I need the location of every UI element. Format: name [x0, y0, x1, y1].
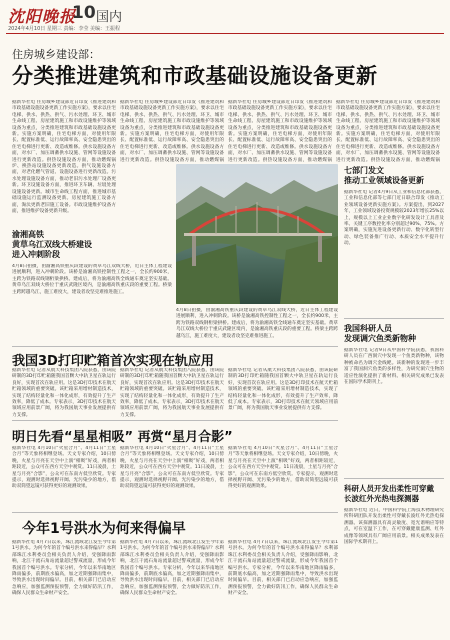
lead-headline: 分类推进建筑和市政基础设施设备更新 — [12, 64, 378, 88]
story-f-title — [344, 324, 444, 344]
story-d-body-col2: 据新华社电 4月7日以来，珠江流域北江发生今年第1号洪水。为何今年的首个编号洪水来得偏早？水利部珠江水利委员会相关负责人介绍，受强降雨影响，北江干流石角站流量超过警戒流量，形成今年我国首个编号洪水。专家分析，今年以来华南地区降雨偏多，前期底水偏高，加之近期强降雨集中，导致洪水出现时间偏早。目前，相关部门已启动应急响应，加强监测预报预警，全力做好防汛工作，确保人民群众生命财产安全。 — [120, 540, 224, 597]
story-e-title — [344, 166, 444, 186]
story-d-body-col1: 据新华社电 4月7日以来，珠江流域北江发生今年第1号洪水。为何今年的首个编号洪水来得偏早？水利部珠江水利委员会相关负责人介绍，受强降雨影响，北江干流石角站流量超过警戒流量，形成今年我国首个编号洪水。专家分析，今年以来华南地区降雨偏多，前期底水偏高，加之近期强降雨集中，导致洪水出现时间偏早。目前，相关部门已启动应急响应，加强监测预报预警，全力做好防汛工作，确保人民群众生命财产安全。 — [12, 540, 116, 597]
divider — [344, 478, 444, 479]
story-e-body: 据新华社电 记者4月9日从工业和信息化部获悉，工业和信息化部等七部门近日联合印发《推动工业领域设备更新实施方案》。方案提出，到2027年，工业领域设备投资规模较2023年增长25%以上，规模以上工业企业数字化研发设计工具普及率、关键工序数控化率分别超过90%、75%。方案明确，实施先进设备更新行动、数字化转型行动、绿色装备推广行动、本质安全水平提升行动。 — [344, 190, 444, 247]
story-c-title: 明日先看“星星相吸” 再赏“星月合影” — [12, 430, 233, 445]
story-g-title-line2: 长波红外光热电探测器 — [344, 494, 419, 503]
bridge-title-line2: 黄草乌江双线大桥建设 — [12, 240, 92, 249]
masthead — [0, 0, 450, 36]
section-name: 国内 — [96, 10, 123, 25]
story-e-title-line1: 七部门发文 — [344, 166, 384, 175]
story-f-body: 据新华社电 记者9日从中国科学院获悉，我国科研人员在广西洞穴中发现一个鱼类新物种，该物种被命名为调穴金线鲃。该新种的发现进一步丰富了我国洞穴鱼类的多样性，为研究洞穴生物的适应性演化提供了新材料。相关研究成果已发表在国际学术期刊上。 — [344, 348, 444, 386]
story-b-body-col3: 据新华社电 记者从航天科技集团八院获悉，由该院研制的3D打印贮箱随我国首颗大中轨卫星在轨运行良好，实现首次在轨应用。这是3D打印技术在航天贮箱领域的重要突破。该贮箱采用增材制造技术，实现了结构轻量化和一体化成形，有效提升了生产效率，降低了成本。专家表示，3D打印技术在航天领域应用前景广阔，将为我国航天事业发展提供有力支撑。 — [228, 368, 338, 412]
lead-body-col2: 据新华社电 住房城乡建设部近日印发《推进建筑和市政基础设施设备更新工作实施方案》，要求以住宅电梯、供水、供热、供气、污水处理、环卫、城市生命线工程、房屋建筑施工和市政设施维护等领域设备为重点，分类推进建筑和市政基础设施设备更新。实施方案明确，住宅电梯方面，对使用年限长、配置标准低、运行故障率高、安全隐患突出的住宅电梯进行更新、改造或维修。供水设施设备方面，对水厂、加压调蓄供水设施、管网等设施设备进行更新改造。供热设施设备方面，推动燃煤锅 — [120, 100, 224, 162]
story-f-title-line2: 发现调穴鱼类新物种 — [344, 334, 416, 343]
lead-kicker: 住房城乡建设部： — [12, 48, 100, 61]
story-d-body-col3: 据新华社电 4月7日以来，珠江流域北江发生今年第1号洪水。为何今年的首个编号洪水来得偏早？水利部珠江水利委员会相关负责人介绍，受强降雨影响，北江干流石角站流量超过警戒流量，形成今年我国首个编号洪水。专家分析，今年以来华南地区降雨偏多，前期底水偏高，加之近期强降雨集中，导致洪水出现时间偏早。目前，相关部门已启动应急响应，加强监测预报预警，全力做好防汛工作，确保人民群众生命财产安全。 — [228, 540, 338, 597]
story-b-title: 我国3D打印贮箱首次实现在轨应用 — [12, 354, 214, 369]
bridge-story-body: 4月8日拍摄，由渝湘高铁重庆段建设的黄草乌江双线大桥，近日主体工程建设进展顺利，进入冲刺阶段。该桥是渝湘高铁控制性工程之一，全长约900米，主跨为铁路双线钢桁梁拱桥。建成后，将为渝湘高铁全线通车奠定坚实基础。黄草乌江双线大桥位于重庆武隆区境内，是渝湘高铁重庆段的重要工程。桥梁主跨跨越乌江，施工难度大，建设者攻坚克难推进施工。 — [12, 264, 172, 295]
page-number: 10 — [72, 3, 96, 23]
story-g-body: 据新华社电 近日，中国科学院上海技术物理研究所科研团队开发出柔性可穿戴长波红外光热电探测器。该探测器具有高灵敏度、宽光谱响应等特点，可在室温下工作，在可穿戴健康监测、红外成像等领域具有广阔应用前景。相关成果发表在国际学术期刊上。 — [344, 508, 444, 546]
story-f-title-line1: 我国科研人员 — [344, 324, 392, 333]
newspaper-logo: 沈阳晚报 — [8, 7, 77, 26]
story-g-title — [344, 484, 444, 504]
lead-body-col4: 据新华社电 住房城乡建设部近日印发《推进建筑和市政基础设施设备更新工作实施方案》，要求以住宅电梯、供水、供热、供气、污水处理、环卫、城市生命线工程、房屋建筑施工和市政设施维护等领域设备为重点，分类推进建筑和市政基础设施设备更新。实施方案明确，住宅电梯方面，对使用年限长、配置标准低、运行故障率高、安全隐患突出的住宅电梯进行更新、改造或维修。供水设施设备方面，对水厂、加压调蓄供水设施、管网等设施设备进行更新改造。供热设施设备方面，推动燃煤锅 — [336, 100, 440, 162]
lead-body-col1: 据新华社电 住房城乡建设部近日印发《推进建筑和市政基础设施设备更新工作实施方案》，要求以住宅电梯、供水、供热、供气、污水处理、环卫、城市生命线工程、房屋建筑施工和市政设施维护等领域设备为重点，分类推进建筑和市政基础设施设备更新。实施方案明确，住宅电梯方面，对使用年限长、配置标准低、运行故障率高、安全隐患突出的住宅电梯进行更新、改造或维修。供水设施设备方面，对水厂、加压调蓄供水设施、管网等设施设备进行更新改造。供热设施设备方面，推动燃煤锅炉、换热站设施设备更新改造。供气设施设备方面，对老化燃气管道、设施设备进行更新改造。污水处理设施设备方面，推动老旧污水处理厂设备更新。环卫设施设备方面，推进环卫车辆、垃圾处理设施设备更新。城市生命线工程方面，推进城市基础设施运行监测设备更新。房屋建筑施工设备方面，淘汰更新老旧施工设备。市政设施维护设备方面，推进维护设备更新升级。 — [12, 100, 116, 214]
story-g-title-line1: 科研人员开发出柔性可穿戴 — [344, 484, 434, 493]
story-c-body-col2: 据新华社电 4月10日“火星合月”、4月11日“土星合月”等天象将相继登场。天文专家介绍，10日傍晚，火星与月亮在天空中上演“相吸”好戏，两者相距较近，公众可在西方天空中观赏。11日凌晨，土星与月亮“合影”，公众可在东南方低空欣赏。专家提示，观测时选择视野开阔、光污染少的地方，借助双筒望远镜可获得更好的观测效果。 — [120, 446, 224, 490]
issue-meta: 2024年4月10日 星期三 责编：李莹 美编：王振程 — [8, 26, 121, 32]
divider — [12, 420, 338, 421]
story-b-body-col1: 据新华社电 记者从航天科技集团八院获悉，由该院研制的3D打印贮箱随我国首颗大中轨卫星在轨运行良好，实现首次在轨应用。这是3D打印技术在航天贮箱领域的重要突破。该贮箱采用增材制造技术，实现了结构轻量化和一体化成形，有效提升了生产效率，降低了成本。专家表示，3D打印技术在航天领域应用前景广阔，将为我国航天事业发展提供有力支撑。 — [12, 368, 116, 418]
divider — [12, 512, 338, 513]
bridge-story-body-cont: 4月8日拍摄，由渝湘高铁重庆段建设的黄草乌江双线大桥，近日主体工程建设进展顺利，进入冲刺阶段。该桥是渝湘高铁控制性工程之一，全长约900米，主跨为铁路双线钢桁梁拱桥。建成后，将为渝湘高铁全线通车奠定坚实基础。黄草乌江双线大桥位于重庆武隆区境内，是渝湘高铁重庆段的重要工程。桥梁主跨跨越乌江，施工难度大，建设者攻坚克难推进施工。 — [176, 308, 338, 339]
bridge-title-line3: 进入冲刺阶段 — [12, 250, 60, 259]
lead-body-col3: 据新华社电 住房城乡建设部近日印发《推进建筑和市政基础设施设备更新工作实施方案》，要求以住宅电梯、供水、供热、供气、污水处理、环卫、城市生命线工程、房屋建筑施工和市政设施维护等领域设备为重点，分类推进建筑和市政基础设施设备更新。实施方案明确，住宅电梯方面，对使用年限长、配置标准低、运行故障率高、安全隐患突出的住宅电梯进行更新、改造或维修。供水设施设备方面，对水厂、加压调蓄供水设施、管网等设施设备进行更新改造。供热设施设备方面，推动燃煤锅 — [228, 100, 332, 162]
story-e-title-line2: 推动工业领域设备更新 — [344, 176, 424, 185]
bridge-story-title — [12, 230, 172, 260]
story-c-body-col1: 据新华社电 4月10日“火星合月”、4月11日“土星合月”等天象将相继登场。天文专家介绍，10日傍晚，火星与月亮在天空中上演“相吸”好戏，两者相距较近，公众可在西方天空中观赏。11日凌晨，土星与月亮“合影”，公众可在东南方低空欣赏。专家提示，观测时选择视野开阔、光污染少的地方，借助双筒望远镜可获得更好的观测效果。 — [12, 446, 116, 490]
bridge-photo-image — [176, 164, 338, 304]
divider — [12, 346, 338, 347]
divider — [344, 318, 444, 319]
story-b-body-col2: 据新华社电 记者从航天科技集团八院获悉，由该院研制的3D打印贮箱随我国首颗大中轨卫星在轨运行良好，实现首次在轨应用。这是3D打印技术在航天贮箱领域的重要突破。该贮箱采用增材制造技术，实现了结构轻量化和一体化成形，有效提升了生产效率，降低了成本。专家表示，3D打印技术在航天领域应用前景广阔，将为我国航天事业发展提供有力支撑。 — [120, 368, 224, 418]
story-d-title: 今年1号洪水为何来得偏早 — [22, 521, 186, 537]
bridge-title-line1: 渝湘高铁 — [12, 230, 44, 239]
masthead-rule — [6, 33, 444, 34]
bridge-photo — [176, 164, 338, 304]
story-c-body-col3: 据新华社电 4月10日“火星合月”、4月11日“土星合月”等天象将相继登场。天文专家介绍，10日傍晚，火星与月亮在天空中上演“相吸”好戏，两者相距较近，公众可在西方天空中观赏。11日凌晨，土星与月亮“合影”，公众可在东南方低空欣赏。专家提示，观测时选择视野开阔、光污染少的地方，借助双筒望远镜可获得更好的观测效果。 — [228, 446, 338, 490]
